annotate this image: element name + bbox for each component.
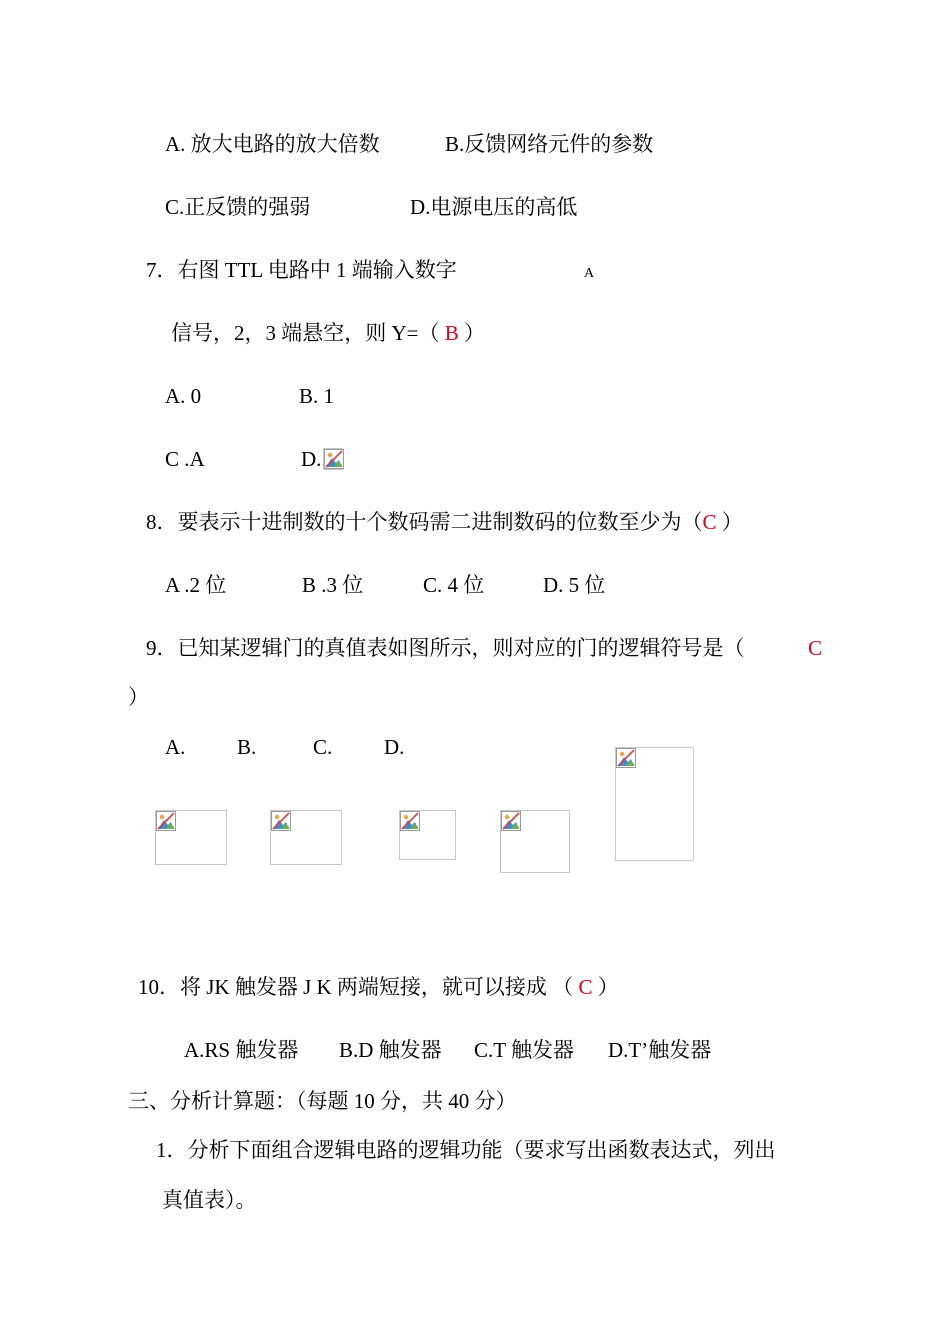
q8-option-d: D. 5 位 (543, 573, 606, 597)
q10-question-text: 10．将 JK 触发器 J K 两端短接，就可以接成 （ (138, 975, 579, 999)
q9-option-d-image (500, 810, 570, 873)
q9-option-a: A. (165, 735, 186, 759)
q9-close: ） (128, 685, 149, 709)
q8-option-c: C. 4 位 (423, 573, 485, 597)
q8-question-text: 8．要表示十进制数的十个数码需二进制数码的位数至少为（ (146, 510, 703, 534)
q9-option-c: C. (313, 735, 333, 759)
q7-option-a: A. 0 (165, 384, 202, 408)
broken-image-icon (400, 811, 420, 831)
section3-q1-line2: 真值表）。 (162, 1188, 257, 1212)
q10-close: ） (592, 975, 619, 999)
q6-option-c: C.正反馈的强弱 (165, 195, 311, 219)
q9-option-b-image (270, 810, 342, 865)
q6-option-b: B.反馈网络元件的参数 (445, 132, 654, 156)
q8-close: ） (716, 510, 743, 534)
q10-question (138, 974, 619, 1000)
q7-line2-close: ） (458, 321, 486, 345)
q6-option-d: D.电源电压的高低 (410, 195, 578, 219)
q9-question (146, 635, 745, 661)
q10-answer: C (578, 975, 593, 999)
q9-question-text: 9．已知某逻辑门的真值表如图所示，则对应的门的逻辑符号是（ (146, 636, 745, 660)
q7-option-d (301, 446, 343, 472)
broken-image-icon (271, 811, 291, 831)
broken-image-icon (501, 811, 521, 831)
broken-image-icon (156, 811, 176, 831)
q9-option-d: D. (384, 735, 405, 759)
q10-option-b: B.D 触发器 (339, 1038, 442, 1062)
section3-heading: 三、分析计算题：（每题 10 分，共 40 分） (128, 1089, 517, 1113)
q7-option-d-label: D. (301, 447, 322, 471)
q10-option-c: C.T 触发器 (474, 1038, 574, 1062)
q9-option-a-image (155, 810, 227, 865)
q7-line2-text: 信号，2，3 端悬空，则 Y=（ (171, 321, 445, 345)
q8-option-b: B .3 位 (302, 573, 364, 597)
q7-question-line1: 7．右图 TTL 电路中 1 端输入数字 (146, 258, 457, 282)
q9-option-c-image (399, 810, 456, 860)
q8-answer: C (702, 510, 717, 534)
q10-option-a: A.RS 触发器 (184, 1038, 299, 1062)
q8-question (146, 509, 743, 535)
q7-question-line2 (171, 320, 485, 346)
broken-image-icon (323, 448, 343, 470)
q6-option-a: A. 放大电路的放大倍数 (165, 132, 380, 156)
q7-option-b: B. 1 (299, 384, 335, 408)
q9-truth-table-image (615, 747, 694, 861)
q9-option-b: B. (237, 735, 257, 759)
q7-option-c: C .A (165, 447, 205, 471)
broken-image-icon (616, 748, 636, 768)
q8-option-a: A .2 位 (165, 573, 227, 597)
q9-answer: C (808, 636, 823, 660)
section3-q1-line1: 1．分析下面组合逻辑电路的逻辑功能（要求写出函数表达式，列出 (156, 1138, 776, 1162)
q7-answer: B (444, 321, 459, 345)
q7-figure-label: A (584, 266, 595, 281)
q10-option-d: D.T’触发器 (608, 1038, 712, 1062)
